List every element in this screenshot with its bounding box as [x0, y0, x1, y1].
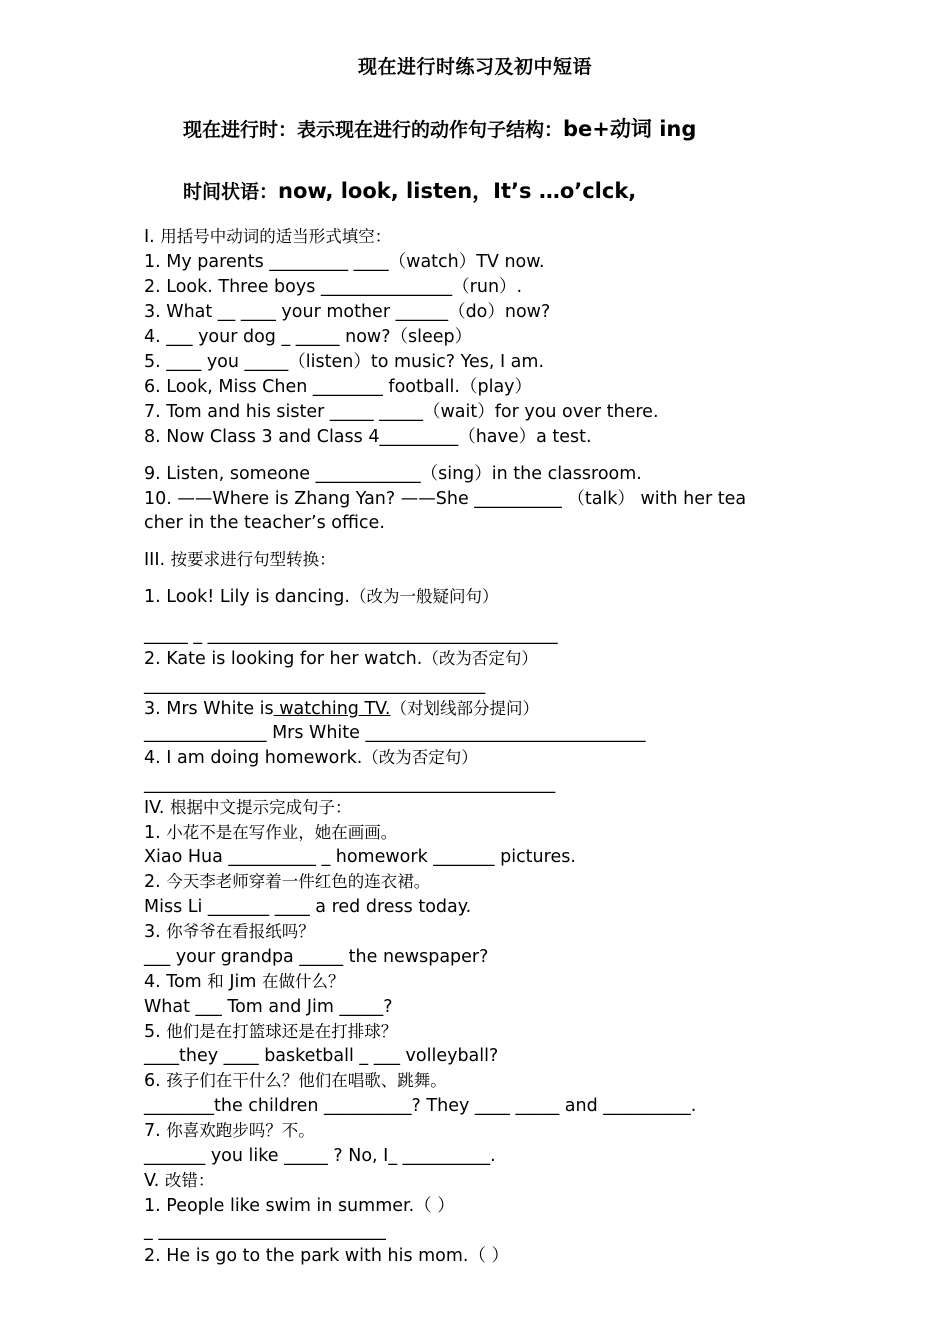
s4-q1-answer: Xiao Hua __________ _ homework _______ pictures. — [144, 847, 576, 867]
s1-item-2: 2. Look. Three boys _______________（run）. — [144, 277, 523, 297]
definition-line — [183, 113, 696, 143]
s4-q1-prompt: 1. 小花不是在写作业，她在画画。 — [144, 823, 398, 843]
s5-q1: 1. People like swim in summer.（ ） — [144, 1196, 455, 1216]
section-5-heading: V. 改错： — [144, 1171, 215, 1191]
s3-q2-answer-blank: _______________________________________ — [144, 675, 486, 695]
s4-q4-prompt: 4. Tom 和 Jim 在做什么？ — [144, 972, 345, 992]
s3-q4-answer-blank: _______________________________________________ — [144, 774, 556, 794]
s3-q4: 4. I am doing homework.（改为否定句） — [144, 748, 478, 768]
s1-item-6: 6. Look, Miss Chen ________ football.（play） — [144, 377, 533, 397]
s4-q3-prompt: 3. 你爷爷在看报纸吗？ — [144, 922, 315, 942]
s1-item-5: 5. ____ you _____（listen）to music? Yes, I am. — [144, 352, 545, 372]
s5-q1-answer-blank: _ __________________________ — [144, 1221, 386, 1241]
definition-text: 现在进行时：表示现在进行的动作句子结构： — [183, 119, 564, 141]
section-1-heading: I. 用括号中动词的适当形式填空： — [144, 227, 392, 247]
s4-q2-answer: Miss Li _______ ____ a red dress today. — [144, 897, 472, 917]
adverbials-line — [183, 175, 636, 205]
s1-item-8: 8. Now Class 3 and Class 4_________（have）a test. — [144, 427, 592, 447]
s1-item-3: 3. What __ ____ your mother ______（do）now? — [144, 302, 551, 322]
s3-q3: 3. Mrs White is watching TV.（对划线部分提问） — [144, 699, 539, 719]
adverbials-list: now, look, listen，It’s …o’clck, — [278, 179, 637, 203]
s1-item-9: 9. Listen, someone ____________（sing）in the classroom. — [144, 464, 642, 484]
s4-q7-prompt: 7. 你喜欢跑步吗？不。 — [144, 1121, 315, 1141]
s3-q3-answer-blank: ______________ Mrs White ________________________________ — [144, 723, 646, 743]
s1-item-10-cont: cher in the teacher’s office. — [144, 513, 385, 533]
section-4-heading: IV. 根据中文提示完成句子： — [144, 798, 352, 818]
s5-q2: 2. He is go to the park with his mom.（ ） — [144, 1246, 510, 1266]
s1-item-1: 1. My parents _________ ____（watch）TV now. — [144, 252, 545, 272]
s4-q6-prompt: 6. 孩子们在干什么？他们在唱歌、跳舞。 — [144, 1071, 447, 1091]
s1-item-4: 4. ___ your dog _ _____ now?（sleep） — [144, 327, 473, 347]
s4-q7-answer: _______ you like _____ ? No, I_ __________. — [144, 1146, 496, 1166]
s1-item-10: 10. ——Where is Zhang Yan? ——She __________ （talk） with her tea — [144, 489, 747, 509]
s3-q1-answer-blank: _____ _ ________________________________________ — [144, 625, 558, 645]
s3-q2: 2. Kate is looking for her watch.（改为否定句） — [144, 649, 538, 669]
s4-q4-answer: What ___ Tom and Jim _____? — [144, 997, 393, 1017]
s4-q5-prompt: 5. 他们是在打篮球还是在打排球？ — [144, 1022, 398, 1042]
s4-q2-prompt: 2. 今天李老师穿着一件红色的连衣裙。 — [144, 872, 431, 892]
adverbials-label: 时间状语： — [183, 181, 279, 203]
page-title: 现在进行时练习及初中短语 — [357, 56, 592, 78]
section-3-heading: III. 按要求进行句型转换： — [144, 550, 336, 570]
s4-q5-answer: ____they ____ basketball _ ___ volleyball? — [144, 1046, 499, 1066]
s4-q3-answer: ___ your grandpa _____ the newspaper? — [144, 947, 489, 967]
s4-q6-answer: ________the children __________? They ____ _____ and __________. — [144, 1096, 697, 1116]
s1-item-7: 7. Tom and his sister _____ _____（wait）for you over there. — [144, 402, 659, 422]
definition-formula: be+动词 ing — [563, 117, 697, 141]
s3-q3-underlined: watching TV. — [273, 699, 391, 719]
s3-q1: 1. Look! Lily is dancing.（改为一般疑问句） — [144, 587, 499, 607]
